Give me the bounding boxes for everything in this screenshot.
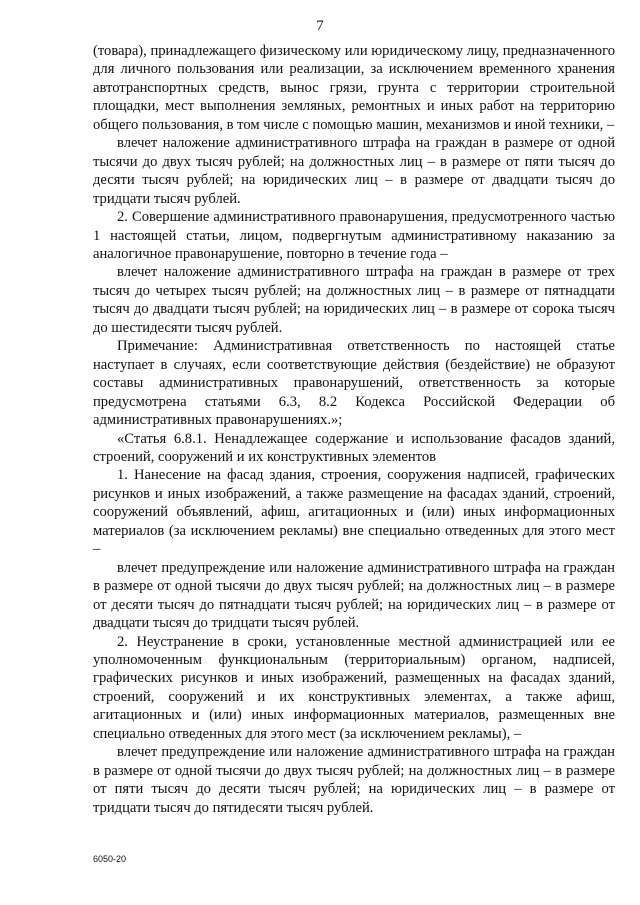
paragraph-article-penalty2: влечет предупреждение или наложение административного штрафа на граждан в размере от одной тысячи до двух тысяч рублей; на должностных лиц – в размере от пяти тысяч до десяти тысяч рублей; на юридических лиц – в размере от тридцати тысяч до пятидесяти тысяч рублей. [93, 744, 615, 816]
paragraph-penalty-part1: влечет наложение административного штрафа на граждан в размере от одной тысячи до двух тысяч рублей; на должностных лиц – в размере от пяти тысяч до десяти тысяч рублей; на юридических лиц – в размере от двадцати тысяч до тридцати тысяч рублей. [93, 135, 615, 207]
paragraph-note: Примечание: Административная ответственность по настоящей статье наступает в случаях, если соответствующие действия (бездействие) не образуют составы административных правонарушений, ответственность за которые предусмотрена статьями 6.3, 8.2 Кодекса Российской Федерации об административных правонарушениях.»; [93, 338, 615, 429]
paragraph-article-part2: 2. Неустранение в сроки, установленные местной администрацией или ее уполномоченным функциональным (территориальным) органом, надписей, графических рисунков и иных изображений, размещенных на фасадах зданий, строений, сооружений и их конструктивных элементах, а также афиш, агитационных и (или) иных информационных материалов, размещенных вне специально отведенных для этого мест (за исключением рекламы), – [93, 633, 615, 742]
paragraph-continuation: (товара), принадлежащего физическому или юридическому лицу, предназначенного для личного пользования или реализации, за исключением временного хранения автотранспортных средств, вынос грязи, грунта с территории строительной площадки, мест выполнения земляных, ремонтных и иных работ на территорию общего пользования, в том числе с помощью машин, механизмов и иной техники, – [93, 43, 615, 133]
paragraph-penalty-part2: влечет наложение административного штрафа на граждан в размере от трех тысяч до четырех тысяч рублей; на должностных лиц – в размере от пятнадцати тысяч до двадцати тысяч рублей; на юридических лиц – в размере от сорока тысяч до шестидесяти тысяч рублей. [93, 264, 615, 336]
page-number: 7 [316, 18, 324, 34]
document-code: 6050-20 [93, 854, 127, 864]
paragraph-part2: 2. Совершение административного правонарушения, предусмотренного частью 1 настоящей статьи, лицом, подвергнутым административному наказанию за аналогичное правонарушение, повторно в течение года – [93, 209, 615, 262]
paragraph-article-part1: 1. Нанесение на фасад здания, строения, сооружения надписей, графических рисунков и иных изображений, а также размещение на фасадах зданий, строений, сооружений объявлений, афиш, агитационных и (или) иных информационных материалов (за исключением рекламы) вне специально отведенных для этого мест – [93, 467, 615, 558]
article-heading: «Статья 6.8.1. Ненадлежащее содержание и использование фасадов зданий, строений, сооружений и их конструктивных элементов [93, 430, 615, 465]
paragraph-article-penalty1: влечет предупреждение или наложение административного штрафа на граждан в размере от одной тысячи до двух тысяч рублей; на должностных лиц – в размере от десяти тысяч до пятнадцати тысяч рублей; на юридических лиц – в размере от двадцати тысяч до тридцати тысяч рублей. [93, 559, 615, 632]
document-body [93, 42, 615, 817]
